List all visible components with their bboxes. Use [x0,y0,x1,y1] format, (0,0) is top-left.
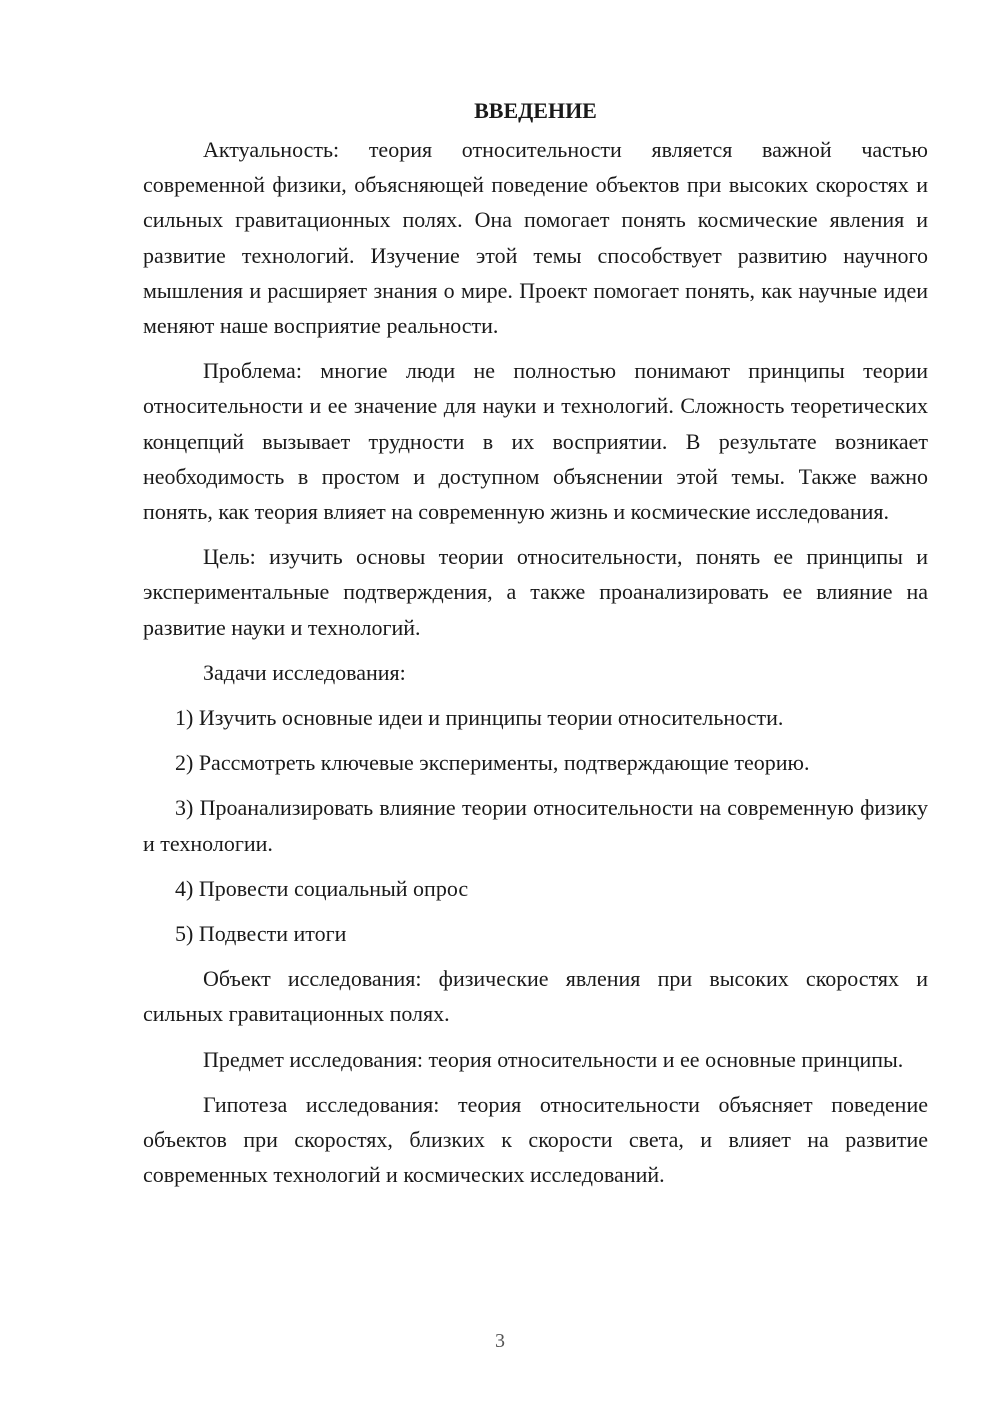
task-item-2: 2) Рассмотреть ключевые эксперименты, подтверждающие теорию. [175,750,810,776]
page-number: 3 [495,1330,505,1352]
section-heading: ВВЕДЕНИЕ [474,98,597,123]
paragraph-hypothesis: Гипотеза исследования: теория относительности объясняет поведение объектов при скоростях, близких к скорости света, и влияет на развитие современных технологий и космических исследований. [143,1091,928,1188]
paragraph-goal: Цель: изучить основы теории относительности, понять ее принципы и экспериментальные подтверждения, а также проанализировать ее влияние на развитие науки и технологий. [143,544,928,640]
task-item-5: 5) Подвести итоги [175,921,347,947]
paragraph-problem: Проблема: многие люди не полностью понимают принципы теории относительности и ее значение для науки и технологий. Сложность теоретических концепций вызывает трудности в их восприятии. В результате возникает необходимость в простом и доступном объяснении этой темы. Также важно понять, как теория влияет на современную жизнь и космические исследования. [143,358,928,525]
task-item-3: 3) Проанализировать влияние теории относительности на современную физику и технологии. [143,795,928,856]
task-item-4: 4) Провести социальный опрос [175,875,469,901]
paragraph-object: Объект исследования: физические явления при высоких скоростях и сильных гравитационных полях. [143,966,928,1027]
tasks-title: Задачи исследования: [203,659,406,685]
document-page [143,96,928,1202]
paragraph-subject: Предмет исследования: теория относительности и ее основные принципы. [203,1046,904,1072]
task-item-1: 1) Изучить основные идеи и принципы теории относительности. [175,705,784,731]
paragraph-relevance: Актуальность: теория относительности является важной частью современной физики, объясняющей поведение объектов при высоких скоростях и сильных гравитационных полях. Она помогает понять космические явления и развитие технологий. Изучение этой темы способствует развитию научного мышления и расширяет знания о мире. Проект помогает понять, как научные идеи меняют наше восприятие реальности. [143,137,928,339]
